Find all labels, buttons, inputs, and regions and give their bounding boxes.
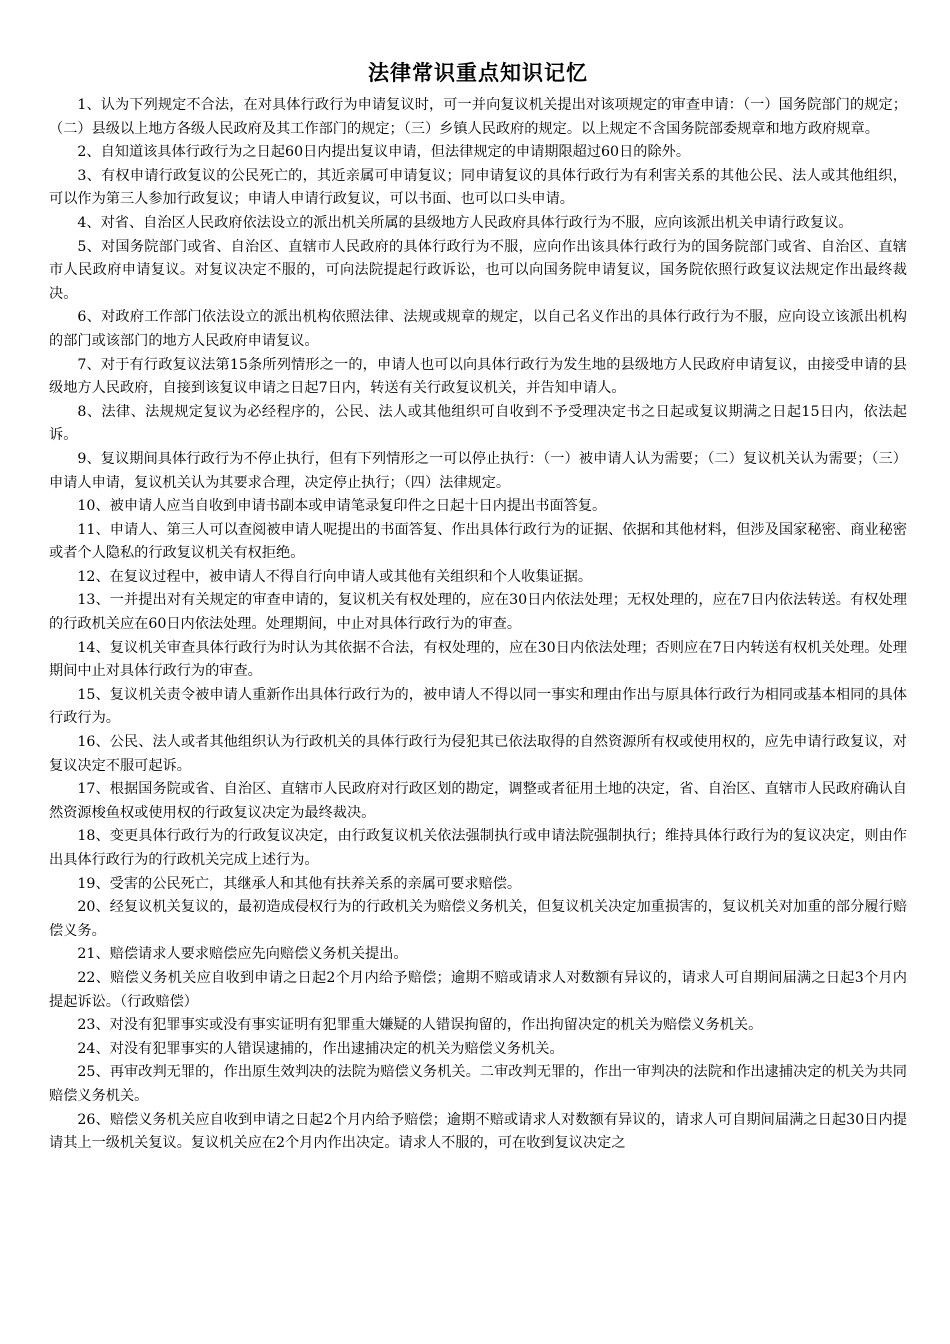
document-page	[49, 58, 907, 1156]
list-item: 9、复议期间具体行政行为不停止执行，但有下列情形之一可以停止执行：（一）被申请人认为需要；（二）复议机关认为需要；（三）申请人申请，复议机关认为其要求合理，决定停止执行；（四）法律规定。	[49, 450, 907, 491]
list-item: 18、变更具体行政行为的行政复议决定，由行政复议机关依法强制执行或申请法院强制执行；维持具体行政行为的复议决定，则由作出具体行政行为的行政机关完成上述行为。	[49, 828, 907, 868]
list-item: 14、复议机关审查具体行政行为时认为其依据不合法，有权处理的，应在30日内依法处理；否则应在7日内转送有权机关处理。处理期间中止对具体行政行为的审查。	[49, 639, 907, 680]
list-item: 2、自知道该具体行政行为之日起60日内提出复议申请，但法律规定的申请期限超过60日的除外。	[77, 144, 691, 161]
list-item: 25、再审改判无罪的，作出原生效判决的法院为赔偿义务机关。二审改判无罪的，作出一审判决的法院和作出逮捕决定的机关为共同赔偿义务机关。	[49, 1064, 907, 1104]
document-title: 法律常识重点知识记忆	[368, 60, 588, 85]
list-item: 20、经复议机关复议的，最初造成侵权行为的行政机关为赔偿义务机关，但复议机关决定加重损害的，复议机关对加重的部分履行赔偿义务。	[49, 899, 907, 939]
list-item: 12、在复议过程中，被申请人不得自行向申请人或其他有关组织和个人收集证据。	[77, 568, 593, 585]
list-item: 10、被申请人应当自收到申请书副本或申请笔录复印件之日起十日内提出书面答复。	[77, 498, 607, 515]
list-item: 11、申请人、第三人可以查阅被申请人呢提出的书面答复、作出具体行政行为的证据、依据和其他材料，但涉及国家秘密、商业秘密或者个人隐私的行政复议机关有权拒绝。	[49, 521, 907, 562]
list-item: 24、对没有犯罪事实的人错误逮捕的，作出逮捕决定的机关为赔偿义务机关。	[77, 1040, 564, 1057]
list-item: 6、对政府工作部门依法设立的派出机构依照法律、法规或规章的规定，以自己名义作出的具体行政行为不服，应向设立该派出机构的部门或该部门的地方人民政府申请复议。	[49, 309, 907, 349]
list-item: 19、受害的公民死亡，其继承人和其他有扶养关系的亲属可要求赔偿。	[77, 875, 522, 892]
item-list	[49, 94, 907, 1156]
list-item: 21、赔偿请求人要求赔偿应先向赔偿义务机关提出。	[77, 946, 408, 963]
list-item: 1、认为下列规定不合法，在对具体行政行为申请复议时，可一并向复议机关提出对该项规定的审查申请：（一）国务院部门的规定；（二）县级以上地方各级人民政府及其工作部门的规定；（三）乡镇人民政府的规定。以上规定不含国务院部委规章和地方政府规章。	[49, 97, 907, 137]
list-item: 23、对没有犯罪事实或没有事实证明有犯罪重大嫌疑的人错误拘留的，作出拘留决定的机关为赔偿义务机关。	[77, 1017, 763, 1034]
list-item: 5、对国务院部门或省、自治区、直辖市人民政府的具体行政行为不服，应向作出该具体行政行为的国务院部门或省、自治区、直辖市人民政府申请复议。对复议决定不服的，可向法院提起行政诉讼，也可以向国务院申请复议，国务院依照行政复议法规定作出最终裁决。	[49, 238, 907, 302]
list-item: 16、公民、法人或者其他组织认为行政机关的具体行政行为侵犯其已依法取得的自然资源所有权或使用权的，应先申请行政复议，对复议决定不服可起诉。	[49, 734, 907, 774]
list-item: 13、一并提出对有关规定的审查申请的，复议机关有权处理的，应在30日内依法处理；无权处理的，应在7日内依法转送。有权处理的行政机关应在60日内依法处理。处理期间，中止对具体行政行为的审查。	[49, 592, 907, 633]
list-item: 15、复议机关责令被申请人重新作出具体行政行为的，被申请人不得以同一事实和理由作出与原具体行政行为相同或基本相同的具体行政行为。	[49, 686, 907, 727]
list-item: 17、根据国务院或省、自治区、直辖市人民政府对行政区划的勘定，调整或者征用土地的决定，省、自治区、直辖市人民政府确认自然资源梭鱼权或使用权的行政复议决定为最终裁决。	[49, 781, 907, 821]
list-item: 26、赔偿义务机关应自收到申请之日起2个月内给予赔偿；逾期不赔或请求人对数额有异议的，请求人可自期间届满之日起30日内提请其上一级机关复议。复议机关应在2个月内作出决定。请求人不服的，可在收到复议决定之	[49, 1111, 907, 1152]
list-item: 22、赔偿义务机关应自收到申请之日起2个月内给予赔偿；逾期不赔或请求人对数额有异议的，请求人可自期间届满之日起3个月内提起诉讼。（行政赔偿）	[49, 969, 907, 1010]
list-item: 7、对于有行政复议法第15条所列情形之一的，申请人也可以向具体行政行为发生地的县级地方人民政府申请复议，由接受申请的县级地方人民政府，自接到该复议申请之日起7日内，转送有关行政复议机关，并告知申请人。	[49, 356, 907, 397]
list-item: 8、法律、法规规定复议为必经程序的，公民、法人或其他组织可自收到不予受理决定书之日起或复议期满之日起15日内，依法起诉。	[49, 403, 907, 444]
list-item: 4、对省、自治区人民政府依法设立的派出机关所属的县级地方人民政府具体行政行为不服，应向该派出机关申请行政复议。	[77, 214, 853, 231]
list-item: 3、有权申请行政复议的公民死亡的，其近亲属可申请复议；同申请复议的具体行政行为有利害关系的其他公民、法人或其他组织，可以作为第三人参加行政复议；申请人申请行政复议，可以书面、也可以口头申请。	[49, 167, 907, 208]
